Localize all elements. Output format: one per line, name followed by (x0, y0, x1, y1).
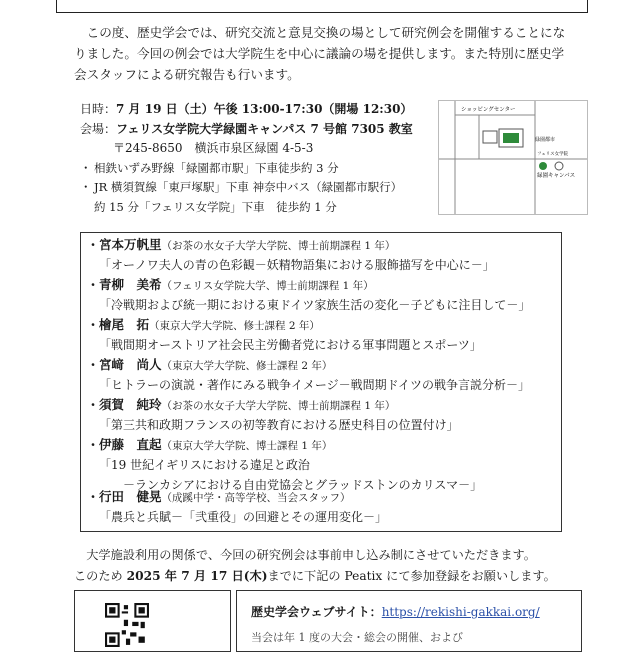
intro-paragraph: この度、歴史学会では、研究交流と意見交換の場として研究例会を開催することになりました。今回の例会では大学院生を中心に議論の場を提供します。また特別に歴史学会スタッフによる研究報告も行います。 (74, 25, 566, 82)
presentation-title: 「冷戦期および統一期における東ドイツ家族生活の変化－子どもに注目して－」 (99, 298, 531, 312)
presentation-title: 「19 世紀イギリスにおける違足と政治 (99, 458, 310, 472)
map-label: 緑園都市 (535, 137, 556, 143)
notice-text: までに下記の Peatix にて参加登録をお願いします。 (267, 569, 556, 583)
presenter-name: 宮本万帆里 (99, 237, 162, 252)
notice-text: このため (74, 569, 127, 583)
venue-value: フェリス女学院大学緑園キャンパス 7 号館 7305 教室 (116, 121, 413, 136)
presenter-affiliation: （フェリス女学院大学、博士前期課程 1 年） (161, 280, 374, 292)
presenter-entry: ・宮本万帆里（お茶の水女子大学大学院、博士前期課程 1 年） (87, 237, 396, 252)
program-box (80, 232, 562, 532)
map-label: 緑園キャンパス (537, 173, 576, 179)
registration-notice (74, 545, 584, 587)
notice-line: 大学施設利用の関係で、今回の研究例会は事前申し込み制にさせていただきます。 (86, 548, 536, 562)
presenter-affiliation: （東京大学大学院、修士課程 2 年） (149, 320, 320, 332)
presenter-name: 宮﨑 尚人 (99, 357, 162, 372)
website-line (251, 603, 540, 620)
website-link[interactable]: https://rekishi-gakkai.org/ (381, 605, 540, 619)
presenter-name: 檜尾 拓 (99, 317, 150, 332)
top-frame (56, 0, 588, 13)
presentation-title: 「戦間期オーストリア社会民主労働者党における軍事問題とスポーツ」 (99, 338, 482, 352)
bullet: ・ (80, 160, 92, 175)
event-details (80, 100, 430, 217)
presentation-title: 「農兵と兵賦－「弐重役」の回避とその運用変化－」 (99, 510, 388, 524)
notice-line (74, 566, 584, 587)
access-text: JR 横須賀線「東戸塚駅」下車 神奈中バス（緑園都市駅行） (94, 180, 403, 194)
campus-map (438, 100, 588, 215)
presenter-entry: ・伊藤 直起（東京大学大学院、博士課程 1 年） (87, 437, 333, 452)
datetime-value: 7 月 19 日（土）午後 13:00-17:30（開場 12:30） (116, 102, 413, 116)
datetime-label: 日時： (80, 102, 117, 116)
presenter-affiliation: （お茶の水女子大学大学院、博士前期課程 1 年） (161, 240, 396, 252)
presenter-name: 須賀 純玲 (99, 397, 162, 412)
qr-box (74, 590, 231, 652)
description-text: 当会は年 1 度の大会・総会の開催、および (251, 631, 463, 644)
website-box (236, 590, 582, 652)
presenter-name: 伊藤 直起 (99, 437, 162, 452)
address: 〒245-8650 横浜市泉区緑園 4-5-3 (113, 141, 314, 155)
presenter-affiliation: （お茶の水女子大学大学院、博士前期課程 1 年） (161, 400, 396, 412)
presentation-title: －ランカシアにおける自由党協会とグラッドストンのカリスマ－」 (99, 478, 483, 492)
presentation-title: 「オーノワ夫人の青の色彩観－妖精物語集における服飾描写を中心に－」 (99, 258, 495, 272)
presenter-entry: ・檜尾 拓（東京大学大学院、修士課程 2 年） (87, 317, 320, 332)
presenter-name: 青柳 美希 (99, 277, 162, 292)
presentation-title: 「ヒトラーの演説・著作にみる戦争イメージ－戦間期ドイツの戦争言説分析－」 (99, 378, 531, 392)
access-text: 相鉄いずみ野線「緑園都市駅」下車徒歩約 3 分 (94, 160, 339, 175)
presenter-entry: ・青柳 美希（フェリス女学院大学、博士前期課程 1 年） (87, 277, 374, 292)
access-item (80, 178, 430, 198)
website-label: 歴史学会ウェブサイト： (251, 605, 382, 619)
presenter-affiliation: （東京大学大学院、修士課程 2 年） (161, 360, 333, 372)
venue-label: 会場： (80, 121, 117, 136)
presenter-entry: ・行田 健晃（成蹊中学・高等学校、当会スタッフ） (87, 489, 351, 504)
access-item (80, 159, 430, 179)
presenter-affiliation: （東京大学大学院、博士課程 1 年） (161, 440, 333, 452)
presenter-entry: ・宮﨑 尚人（東京大学大学院、修士課程 2 年） (87, 357, 333, 372)
registration-deadline: 2025 年 7 月 17 日(木) (126, 569, 268, 583)
bullet: ・ (80, 180, 92, 194)
presenter-affiliation: （成蹊中学・高等学校、当会スタッフ） (161, 492, 351, 504)
map-graphic (439, 101, 587, 214)
presentation-title: 「第三共和政期フランスの初等教育における歴史科目の位置付け」 (99, 418, 459, 432)
map-label: フェリス女学院 (537, 152, 569, 157)
qr-code-icon[interactable] (105, 603, 149, 647)
map-label: ショッピングセンター (461, 107, 516, 113)
presenter-entry: ・須賀 純玲（お茶の水女子大学大学院、博士前期課程 1 年） (87, 397, 396, 412)
access-continuation: 約 15 分「フェリス女学院」下車 徒歩約 1 分 (94, 199, 337, 214)
presenter-name: 行田 健晃 (99, 489, 162, 504)
